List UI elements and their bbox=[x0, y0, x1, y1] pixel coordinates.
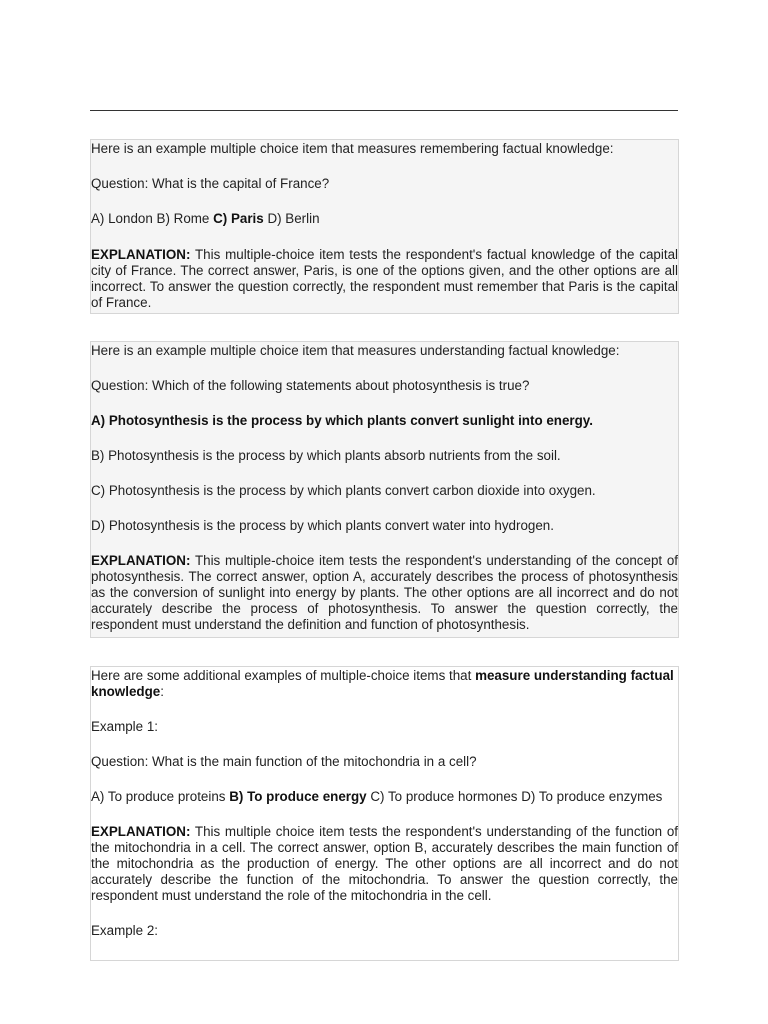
explanation bbox=[91, 247, 678, 311]
option-b: B) Photosynthesis is the process by which plants absorb nutrients from the soil. bbox=[91, 448, 561, 463]
example-2-label: Example 2: bbox=[91, 923, 158, 938]
explanation-text: This multiple-choice item tests the respondent's factual knowledge of the capital city of France. The correct answer, Paris, is one of the options given, and the other options are all incorrect. To answer the question correctly, the respondent must remember that Paris is the capital of France. bbox=[91, 247, 678, 310]
option-c-d: C) To produce hormones D) To produce enzymes bbox=[370, 789, 663, 804]
options-line bbox=[91, 211, 678, 227]
option-b: B) Rome bbox=[156, 211, 210, 226]
explanation bbox=[91, 553, 678, 633]
option-a: A) London bbox=[91, 211, 153, 226]
intro-text: Here is an example multiple choice item that measures remembering factual knowledge: bbox=[91, 141, 614, 156]
question-text: Question: Which of the following statements about photosynthesis is true? bbox=[91, 378, 530, 393]
option-c-correct: C) Paris bbox=[213, 211, 264, 226]
option-b-correct: B) To produce energy bbox=[229, 789, 367, 804]
question-text: Question: What is the capital of France? bbox=[91, 176, 330, 191]
explanation-text: This multiple choice item tests the respondent's understanding of the function of the mitochondria in a cell. The correct answer, option B, accurately describes the main function of the mitochondria as the production of energy. The other options are all incorrect and do not accurately describe the function of the mitochondria. To answer the question correctly, the respondent must understand the role of the mitochondria in the cell. bbox=[91, 824, 678, 903]
explanation-label: EXPLANATION: bbox=[91, 247, 191, 262]
intro-text: Here is an example multiple choice item that measures understanding factual knowledge: bbox=[91, 343, 620, 358]
intro-prefix: Here are some additional examples of multiple-choice items that bbox=[91, 668, 472, 683]
additional-examples-box bbox=[90, 666, 679, 961]
intro-bold: measure understanding factual knowledge bbox=[91, 668, 674, 699]
option-a-label: A) Photosynthesis is the process by which plants convert sunlight into energy. bbox=[91, 413, 593, 428]
intro-text bbox=[91, 668, 678, 700]
options-line bbox=[91, 789, 678, 805]
option-a-correct bbox=[91, 413, 678, 429]
option-a: A) To produce proteins bbox=[91, 789, 226, 804]
example-box-remembering bbox=[90, 139, 679, 314]
explanation-label: EXPLANATION: bbox=[91, 824, 191, 839]
explanation-text: This multiple-choice item tests the respondent's understanding of the concept of photosynthesis. The correct answer, option A, accurately describes the process of photosynthesis as the conversion of sunlight into energy by plants. The other options are all incorrect and do not accurately describe the process of photosynthesis. To answer the question correctly, the respondent must understand the definition and function of photosynthesis. bbox=[91, 553, 679, 632]
intro-suffix: : bbox=[160, 684, 164, 699]
explanation-label: EXPLANATION: bbox=[91, 553, 191, 568]
example-box-understanding bbox=[90, 341, 679, 638]
explanation bbox=[91, 824, 678, 904]
option-c: C) Photosynthesis is the process by which plants convert carbon dioxide into oxygen. bbox=[91, 483, 596, 498]
question-text: Question: What is the main function of the mitochondria in a cell? bbox=[91, 754, 477, 769]
example-1-label: Example 1: bbox=[91, 719, 158, 734]
horizontal-rule bbox=[90, 110, 678, 111]
option-d: D) Photosynthesis is the process by which plants convert water into hydrogen. bbox=[91, 518, 554, 533]
option-d: D) Berlin bbox=[267, 211, 320, 226]
